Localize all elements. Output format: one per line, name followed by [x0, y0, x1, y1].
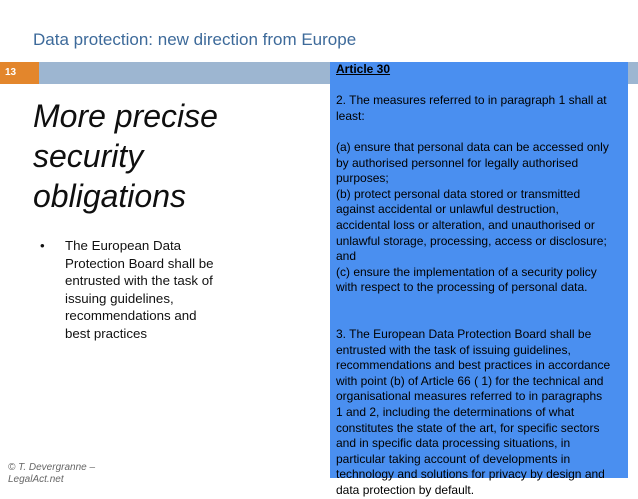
footer-credit — [8, 462, 208, 485]
article-line: (a) ensure that personal data can be accessed only — [336, 139, 609, 154]
bullet-item — [40, 237, 240, 342]
bullet-line: best practices — [65, 325, 148, 341]
article-line: (b) protect personal data stored or transmitted — [336, 186, 581, 201]
footer-line: LegalAct.net — [8, 474, 64, 485]
heading-line: obligations — [33, 178, 186, 214]
article-line: data protection by default. — [336, 483, 475, 498]
article-line: purposes; — [336, 171, 389, 186]
article-line: constitutes the state of the art, for specific sectors — [336, 420, 600, 435]
slide-title: Data protection: new direction from Europe — [33, 30, 357, 49]
bullet-line: recommendations and — [65, 308, 197, 323]
bullet-dot-icon: • — [40, 238, 45, 253]
heading-line: More precise — [33, 98, 218, 134]
bullet-list — [40, 237, 240, 342]
footer-line: © T. Devergranne – — [8, 462, 96, 473]
bullet-line: issuing guidelines, — [65, 290, 174, 306]
article-heading: Article 30 — [336, 62, 391, 76]
article-line: 3. The European Data Protection Board shall be — [336, 327, 592, 342]
article-line: least: — [336, 108, 365, 123]
article-line: technology and solutions for privacy by design and — [336, 467, 605, 482]
article-line: against accidental or unlawful destruction, — [336, 202, 559, 217]
article-line: organisational measures referred to in paragraphs — [336, 389, 603, 404]
slide-number: 13 — [0, 62, 39, 84]
article-line: (c) ensure the implementation of a security policy — [336, 264, 597, 279]
article-line: and in specific data processing situations, in — [336, 436, 571, 451]
bullet-line: Protection Board shall be — [65, 255, 214, 271]
bullet-line: The European Data — [65, 238, 182, 253]
article-panel — [330, 62, 628, 498]
bullet-text — [65, 237, 214, 342]
article-text — [336, 62, 626, 499]
article-line: particular taking account of developments in — [336, 451, 571, 466]
article-line: by authorised personnel for legally authorised — [336, 155, 579, 170]
article-line: accidental loss or alteration, and unauthorised or — [336, 217, 595, 232]
article-line: 1 and 2, including the determinations of what — [336, 405, 575, 420]
heading-line: security — [33, 138, 144, 174]
article-line: and — [336, 249, 357, 264]
slide-heading — [33, 96, 323, 216]
article-line: 2. The measures referred to in paragraph 1 shall at — [336, 93, 607, 108]
article-line: with point (b) of Article 66 ( 1) for the technical and — [336, 373, 604, 388]
article-line: recommendations and best practices in accordance — [336, 358, 611, 373]
article-line: entrusted with the task of issuing guidelines, — [336, 342, 571, 357]
bullet-line: entrusted with the task of — [65, 273, 213, 288]
article-line: unlawful storage, processing, access or disclosure; — [336, 233, 607, 248]
article-line: with respect to the processing of personal data. — [336, 280, 588, 295]
